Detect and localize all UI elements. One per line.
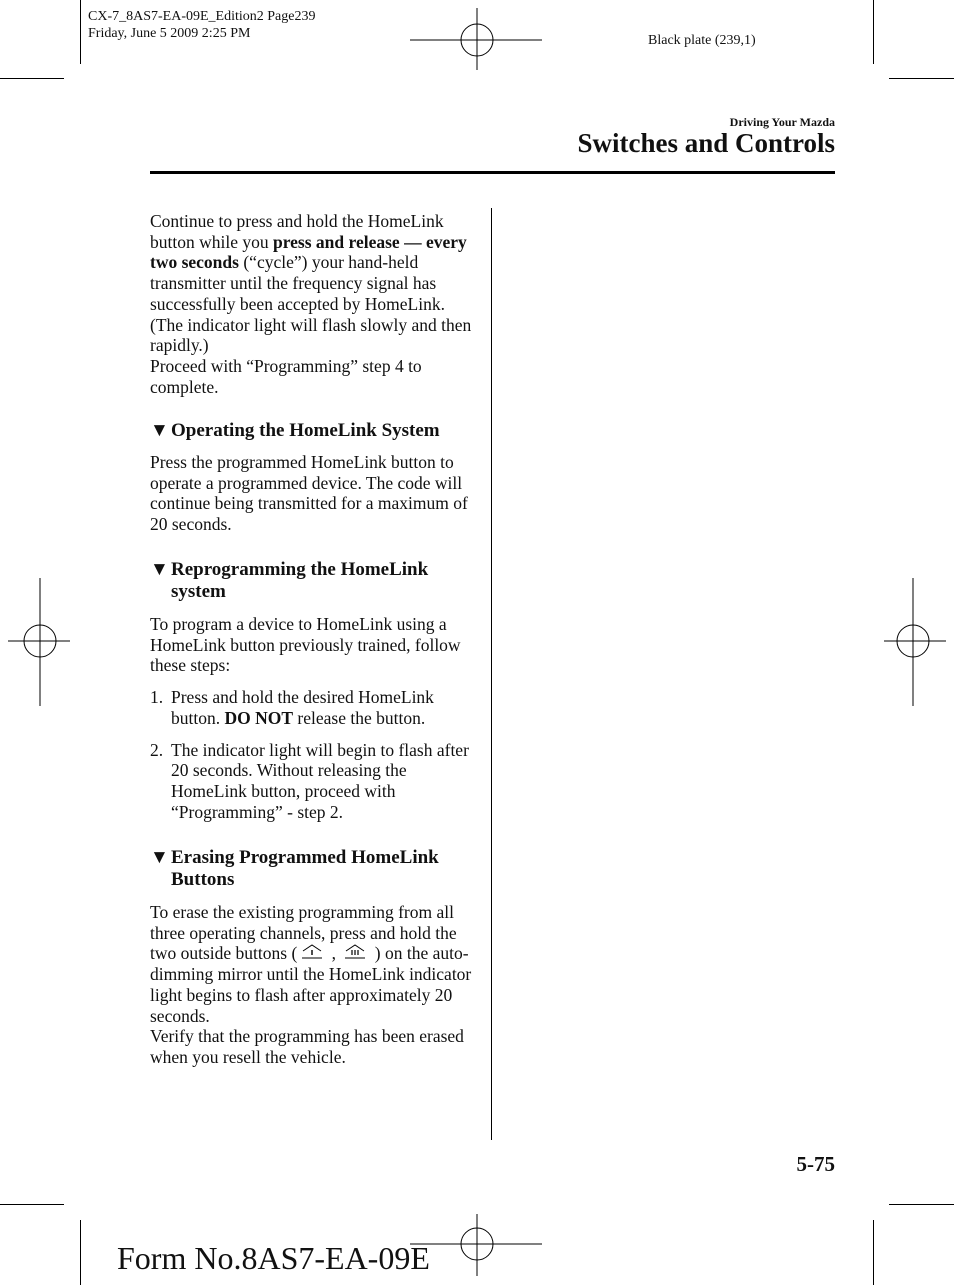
job-line-2: Friday, June 5 2009 2:25 PM [88, 26, 251, 41]
operating-heading: ▼ Operating the HomeLink System [150, 420, 440, 441]
job-info [88, 8, 315, 42]
triangle-marker-icon: ▼ [150, 847, 169, 868]
registration-mark-right [884, 578, 946, 706]
step-2: 2. The indicator light will begin to flash after 20 seconds. Without releasing the HomeLink button, proceed with “Programming” - step 2. [150, 739, 469, 822]
form-number: Form No.8AS7-EA-09E [117, 1240, 430, 1276]
erasing-heading: ▼ Erasing Programmed HomeLink Buttons [150, 847, 439, 890]
erasing-section: ▼ Erasing Programmed HomeLink Buttons To erase the existing programming from all three operating channels, press and hold the two outside buttons ( , ) on the auto-dimming mirror until the HomeLink indicator light begins to flash after approximately 20 seconds. Verify that the programming has been erased when you resell the vehicle. [150, 847, 480, 1068]
job-line-1: CX-7_8AS7-EA-09E_Edition2 Page239 [88, 9, 316, 24]
registration-mark-left [8, 578, 70, 706]
triangle-marker-icon: ▼ [150, 420, 169, 441]
page-number: 5-75 [796, 1152, 835, 1176]
erasing-body: To erase the existing programming from all three operating channels, press and hold the two outside buttons ( , ) on the auto-dimming mirror until the HomeLink indicator light begins to flash after approximately 20 seconds. [150, 902, 472, 1026]
section-label: Driving Your Mazda [729, 115, 835, 129]
page-title: Switches and Controls [577, 128, 835, 158]
homelink-button-3-icon [340, 943, 370, 961]
operating-body: Press the programmed HomeLink button to operate a programmed device. The code will continue being transmitted for a maximum of 20 seconds. [150, 452, 468, 535]
header-rule [150, 171, 835, 174]
homelink-button-1-icon [297, 943, 327, 961]
black-plate: Black plate (239,1) [648, 33, 756, 48]
reprogramming-body: To program a device to HomeLink using a HomeLink button previously trained, follow these steps: [150, 614, 461, 676]
column-divider [491, 208, 492, 1140]
reprogramming-heading: ▼ Reprogramming the HomeLink system [150, 559, 429, 602]
triangle-marker-icon: ▼ [150, 559, 169, 580]
operating-section [150, 420, 480, 535]
intro-paragraph: Continue to press and hold the HomeLink button while you press and release — every two seconds (“cycle”) your hand-held transmitter until the frequency signal has successfully been accepted by HomeLink. (The indicator light will flash slowly and then rapidly.) Proceed with “Programming” step 4 to complete. [150, 211, 472, 397]
registration-mark-top [410, 8, 542, 70]
reprogramming-section [150, 559, 480, 822]
step-1: 1. Press and hold the desired HomeLink button. DO NOT release the button. [150, 687, 434, 728]
